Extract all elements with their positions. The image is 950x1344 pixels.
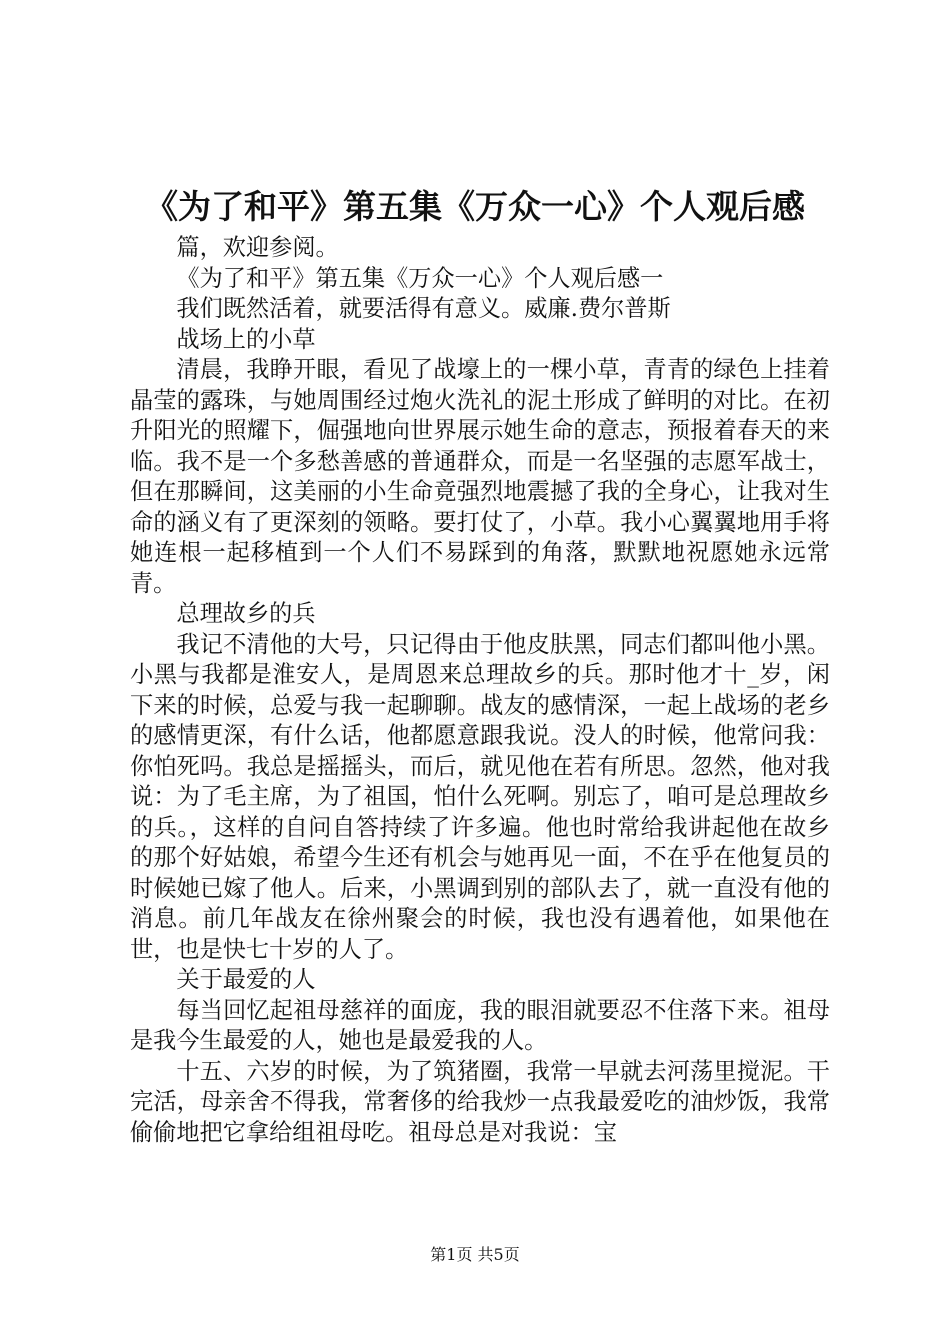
paragraph-subtitle: 《为了和平》第五集《万众一心》个人观后感一 [176, 264, 664, 292]
document-body [130, 233, 830, 1148]
paragraph-soldier: 我记不清他的大号，只记得由于他皮肤黑，同志们都叫他小黑。小黑与我都是淮安人，是周恩来总理故乡的兵。那时他才十_岁，闲下来的时候，总爱与我一起聊聊。战友的感情深，一起上战场的老乡的感情更深，有什么话，他都愿意跟我说。没人的时候，他常问我：你怕死吗。我总是摇摇头，而后，就见他在若有所思。忽然，他对我说：为了毛主席，为了祖国，怕什么死啊。别忘了，咱可是总理故乡的兵。，这样的自问自答持续了许多遍。他也时常给我讲起他在故乡的那个好姑娘，希望今生还有机会与她再见一面，不在乎在他复员的时候她已嫁了他人。后来，小黑调到别的部队去了，就一直没有他的消息。前几年战友在徐州聚会的时候，我也没有遇着他，如果他在世，也是快七十岁的人了。 [130, 630, 830, 963]
section-heading-beloved: 关于最爱的人 [176, 966, 316, 993]
page-number-footer: 第1页 共5页 [430, 1245, 520, 1264]
paragraph-grandmother: 每当回忆起祖母慈祥的面庞，我的眼泪就要忍不住落下来。祖母是我今生最爱的人，她也是最爱我的人。 [130, 996, 830, 1054]
section-heading-grass: 战场上的小草 [176, 325, 316, 353]
section-heading-soldier: 总理故乡的兵 [176, 600, 316, 627]
paragraph-grass: 清晨，我睁开眼，看见了战壕上的一棵小草，青青的绿色上挂着晶莹的露珠，与她周围经过炮火洗礼的泥土形成了鲜明的对比。在初升阳光的照耀下，倔强地向世界展示她生命的意志，预报着春天的来临。我不是一个多愁善感的普通群众，而是一名坚强的志愿军战士，但在那瞬间，这美丽的小生命竟强烈地震撼了我的全身心，让我对生命的涵义有了更深刻的领略。要打仗了，小草。我小心翼翼地用手将她连根一起移植到一个人们不易踩到的角落，默默地祝愿她永远常青。 [130, 356, 830, 597]
document-title: 《为了和平》第五集《万众一心》个人观后感 [145, 187, 805, 226]
paragraph-intro: 篇，欢迎参阅。 [176, 234, 339, 261]
paragraph-quote: 我们既然活着，就要活得有意义。威廉.费尔普斯 [176, 295, 671, 322]
paragraph-youth: 十五、六岁的时候，为了筑猪圈，我常一早就去河荡里搅泥。干完活，母亲舍不得我，常奢侈的给我炒一点我最爱吃的油炒饭，我常偷偷地把它拿给组祖母吃。祖母总是对我说：宝 [130, 1057, 830, 1146]
